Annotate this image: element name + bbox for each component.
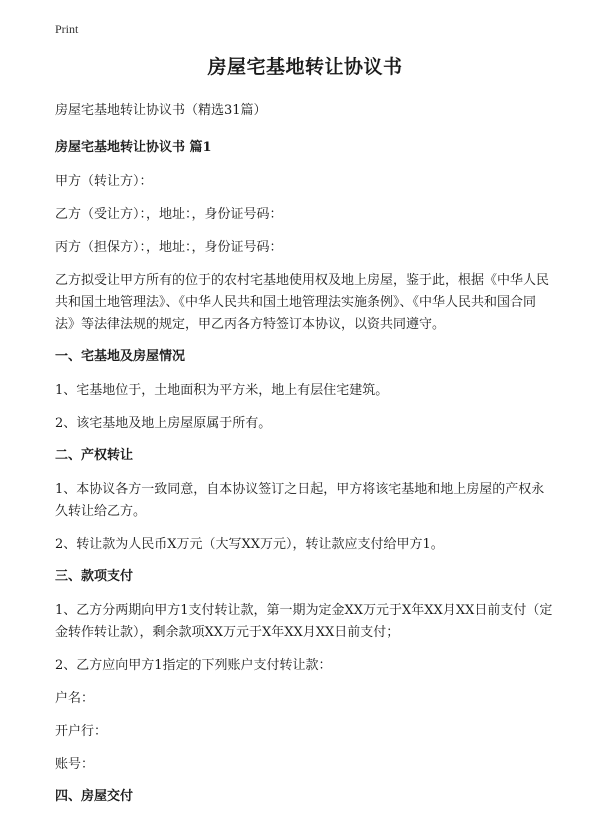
section-heading: 一、宅基地及房屋情况	[55, 349, 186, 364]
paragraph: 丙方（担保方）：，地址：，身份证号码：	[55, 240, 283, 255]
document-content	[55, 171, 555, 807]
paragraph: 1、宅基地位于，土地面积为平方米，地上有层住宅建筑。	[55, 383, 389, 398]
paragraph: 户名：	[55, 691, 95, 706]
print-label: Print	[55, 22, 79, 36]
section-heading: 四、房屋交付	[55, 789, 134, 804]
document-body	[55, 52, 555, 820]
article-title: 房屋宅基地转让协议书 篇1	[55, 140, 212, 155]
section-heading: 三、款项支付	[55, 569, 134, 584]
paragraph: 2、转让款为人民币X万元（大写XX万元），转让款应支付给甲方1。	[55, 537, 444, 552]
paragraph: 乙方拟受让甲方所有的位于的农村宅基地使用权及地上房屋，鉴于此，根据《中华人民共和国土地管理法》、《中华人民共和国土地管理法实施条例》、《中华人民共和国合同法》等法律法规的规定，甲乙丙各方特签订本协议，以资共同遵守。	[55, 273, 550, 332]
paragraph: 1、本协议各方一致同意，自本协议签订之日起，甲方将该宅基地和地上房屋的产权永久转让给乙方。	[55, 482, 545, 519]
document-subtitle: 房屋宅基地转让协议书（精选31篇）	[55, 103, 267, 118]
section-heading: 二、产权转让	[55, 448, 134, 463]
paragraph: 开户行：	[55, 724, 108, 739]
paragraph: 2、乙方应向甲方1指定的下列账户支付转让款：	[55, 658, 332, 673]
paragraph: 账号：	[55, 757, 95, 772]
paragraph: 2、该宅基地及地上房屋原属于所有。	[55, 416, 272, 431]
paragraph: 甲方（转让方）：	[55, 174, 153, 189]
document-title: 房屋宅基地转让协议书	[207, 56, 403, 78]
paragraph: 1、乙方分两期向甲方1支付转让款，第一期为定金XX万元于X年XX月XX日前支付（定金转作转让款），剩余款项XX万元于X年XX月XX日前支付；	[55, 603, 553, 640]
paragraph: 乙方（受让方）：，地址：，身份证号码：	[55, 207, 283, 222]
